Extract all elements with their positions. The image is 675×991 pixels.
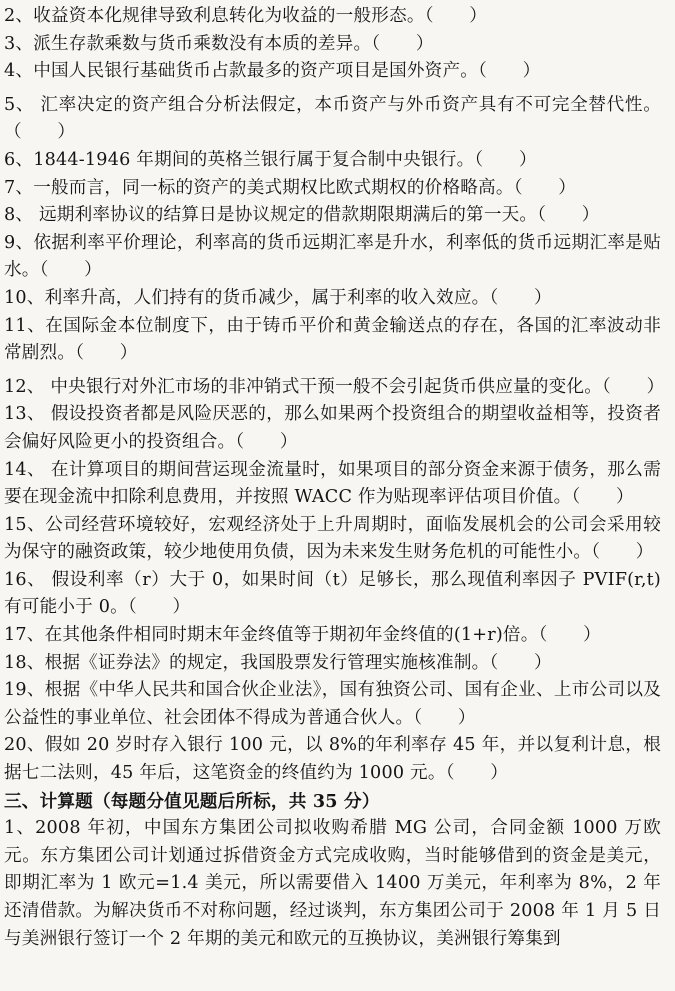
question-11: 11、在国际金本位制度下，由于铸币平价和黄金输送点的存在，各国的汇率波动非常剧烈。（ ） — [4, 315, 661, 364]
question-8: 8、 远期利率协议的结算日是协议规定的借款期限期满后的第一天。（ ） — [4, 205, 600, 226]
question-10: 10、利率升高，人们持有的货币减少，属于利率的收入效应。（ ） — [4, 287, 552, 308]
section-heading: 三、计算题（每题分值见题后所标，共 35 分） — [4, 790, 380, 812]
question-19: 19、根据《中华人民共和国合伙企业法》，国有独资公司、国有企业、上市公司以及公益性的事业单位、社会团体不得成为普通合伙人。（ ） — [4, 680, 661, 728]
question-13: 13、 假设投资者都是风险厌恶的，那么如果两个投资组合的期望收益相等，投资者会偏好风险更小的投资组合。（ ） — [4, 404, 661, 452]
question-17: 17、在其他条件相同时期末年金终值等于期初年金终值的(1+r)倍。（ ） — [4, 625, 601, 646]
question-2: 2、收益资本化规律导致利息转化为收益的一般形态。（ ） — [4, 6, 488, 26]
question-16: 16、 假设利率（r）大于 0，如果时间（t）足够长，那么现值利率因子 PVIF(r,t)有可能小于 0。（ ） — [4, 569, 661, 618]
question-4: 4、中国人民银行基础货币占款最多的资产项目是国外资产。（ ） — [4, 61, 541, 82]
calculation-problem-1: 1、2008 年初，中国东方集团公司拟收购希腊 MG 公司，合同金额 1000 万欧元。东方集团公司计划通过拆借资金方式完成收购，当时能够借到的资金是美元，即期汇率为 1 欧元=1.4 美元，所以需要借入 1400 万美元，年利率为 8%，2 年还清借款。为解决货币不对称问题，经过谈判，东方集团公司于 2008 年 1 月 5 日与美洲银行签订一个 2 年期的美元和欧元的互换协议，美洲银行筹集到 — [4, 818, 661, 949]
question-6: 6、1844-1946 年期间的英格兰银行属于复合制中央银行。（ ） — [4, 149, 537, 170]
question-3: 3、派生存款乘数与货币乘数没有本质的差异。（ ） — [4, 33, 434, 54]
question-5: 5、 汇率决定的资产组合分析法假定，本币资产与外币资产具有不可完全替代性。（ ） — [4, 94, 661, 143]
question-12: 12、 中央银行对外汇市场的非冲销式干预一般不会引起货币供应量的变化。（ ） — [4, 376, 665, 397]
question-15: 15、公司经营环境较好，宏观经济处于上升周期时，面临发展机会的公司会采用较为保守的融资政策，较少地使用负债，因为未来发生财务危机的可能性小。（ ） — [4, 514, 661, 563]
question-18: 18、根据《证券法》的规定，我国股票发行管理实施核准制。（ ） — [4, 652, 552, 673]
question-7: 7、一般而言，同一标的资产的美式期权比欧式期权的价格略高。（ ） — [4, 177, 576, 198]
question-20: 20、假如 20 岁时存入银行 100 元，以 8%的年利率存 45 年，并以复利计息，根据七二法则，45 年后，这笔资金的终值约为 1000 元。（ ） — [4, 735, 661, 784]
question-14: 14、 在计算项目的期间营运现金流量时，如果项目的部分资金来源于债务，那么需要在现金流中扣除利息费用，并按照 WACC 作为贴现率评估项目价值。（ ） — [4, 459, 661, 508]
question-9: 9、依据利率平价理论，利率高的货币远期汇率是升水，利率低的货币远期汇率是贴水。（ ） — [4, 232, 661, 281]
